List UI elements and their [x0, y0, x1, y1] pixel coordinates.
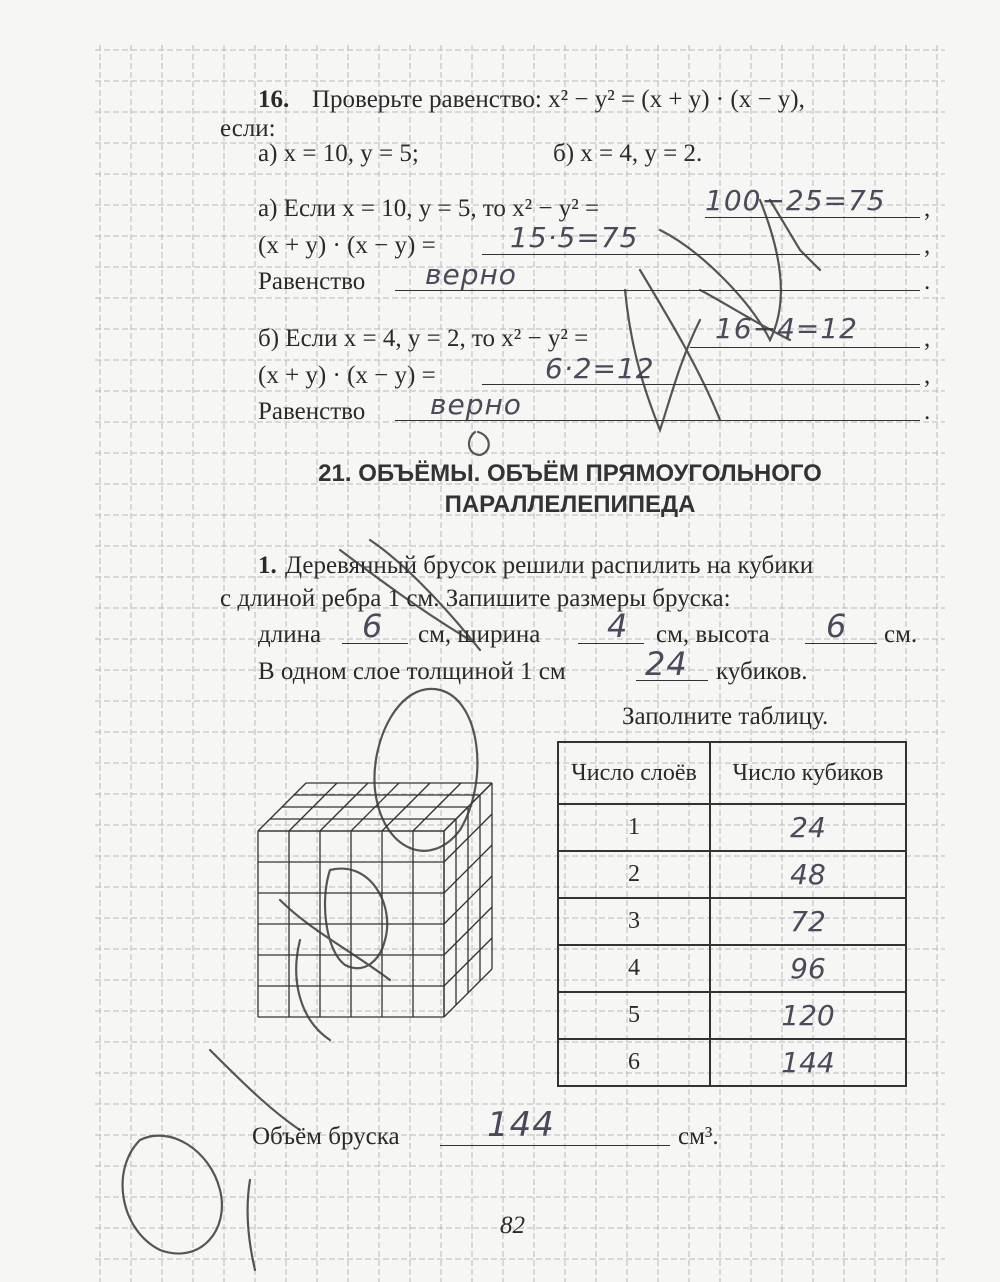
cubes-word: кубиков.	[716, 658, 808, 685]
layer-text: В одном слое толщиной 1 см	[258, 658, 566, 685]
exercise-1-text-cont: с длиной ребра 1 см. Запишите размеры бруска:	[220, 585, 731, 612]
period: .	[924, 268, 931, 295]
handwritten-answer: верно	[425, 258, 517, 291]
table-row	[558, 1039, 906, 1086]
cell-cubes: 120	[710, 992, 906, 1039]
handwritten-answer: 6	[362, 607, 384, 645]
cell-layers: 4	[558, 945, 710, 992]
answer-line	[690, 347, 920, 348]
cm-unit: см.	[884, 621, 918, 648]
answer-line	[440, 1145, 670, 1146]
part-a-line3: Равенство	[258, 268, 366, 295]
fill-table-instruction: Заполните таблицу.	[622, 703, 829, 730]
table-row	[558, 804, 906, 851]
table-row	[558, 992, 906, 1039]
column-header-layers: Число слоёв	[558, 742, 710, 804]
period: .	[924, 398, 931, 425]
cell-cubes: 48	[710, 851, 906, 898]
handwritten-answer: 4	[607, 607, 629, 645]
handwritten-answer: верно	[430, 388, 522, 421]
cell-cubes: 72	[710, 898, 906, 945]
handwritten-answer: 144	[487, 1105, 555, 1145]
comma: ,	[924, 195, 931, 222]
handwritten-answer: 100−25=75	[705, 184, 886, 217]
exercise-16-number: 16.	[258, 86, 290, 113]
section-title-line1: 21. ОБЪЁМЫ. ОБЪЁМ ПРЯМОУГОЛЬНОГО	[318, 460, 822, 487]
case-a: а) x = 10, y = 5;	[258, 140, 419, 167]
comma: ,	[924, 232, 931, 259]
cell-layers: 2	[558, 851, 710, 898]
exercise-16-prompt-cont: если:	[220, 115, 276, 142]
volume-label: Объём бруска	[252, 1123, 400, 1150]
cell-cubes: 96	[710, 945, 906, 992]
volume-unit: см³.	[678, 1123, 719, 1150]
part-b-line2: (x + y) · (x − y) =	[258, 362, 436, 389]
cell-layers: 5	[558, 992, 710, 1039]
part-a-line1: а) Если x = 10, y = 5, то x² − y² =	[258, 195, 600, 222]
cell-layers: 6	[558, 1039, 710, 1086]
cell-layers: 3	[558, 898, 710, 945]
table-row	[558, 898, 906, 945]
comma: ,	[924, 325, 931, 352]
table-row	[558, 945, 906, 992]
handwritten-answer: 6	[826, 607, 848, 645]
answer-line	[705, 217, 920, 218]
exercise-1-number: 1.	[258, 552, 277, 579]
cell-cubes: 144	[710, 1039, 906, 1086]
page-number: 82	[500, 1212, 525, 1239]
column-header-cubes: Число кубиков	[710, 742, 906, 804]
section-title-line2: ПАРАЛЛЕЛЕПИПЕДА	[444, 491, 696, 518]
handwritten-answer: 6·2=12	[545, 352, 655, 385]
cell-layers: 1	[558, 804, 710, 851]
exercise-16-prompt: Проверьте равенство: x² − y² = (x + y) · (x − y),	[312, 86, 805, 113]
exercise-1-text: Деревянный брусок решили распилить на кубики	[285, 552, 814, 579]
length-label: длина	[258, 621, 322, 648]
answer-line	[482, 254, 920, 255]
handwritten-answer: 24	[645, 645, 688, 683]
part-a-line2: (x + y) · (x − y) =	[258, 232, 436, 259]
part-b-line1: б) Если x = 4, y = 2, то x² − y² =	[258, 325, 589, 352]
handwritten-answer: 15·5=75	[510, 221, 639, 254]
case-b: б) x = 4, y = 2.	[553, 140, 703, 167]
cube-grid-drawing	[250, 775, 510, 1035]
comma: ,	[924, 362, 931, 389]
table-header-row	[558, 742, 906, 804]
part-b-line3: Равенство	[258, 398, 366, 425]
table-row	[558, 851, 906, 898]
width-label: см, ширина	[418, 621, 541, 648]
layers-table	[557, 741, 907, 1087]
handwritten-answer: 16−4=12	[715, 312, 858, 345]
height-label: см, высота	[656, 621, 770, 648]
cell-cubes: 24	[710, 804, 906, 851]
